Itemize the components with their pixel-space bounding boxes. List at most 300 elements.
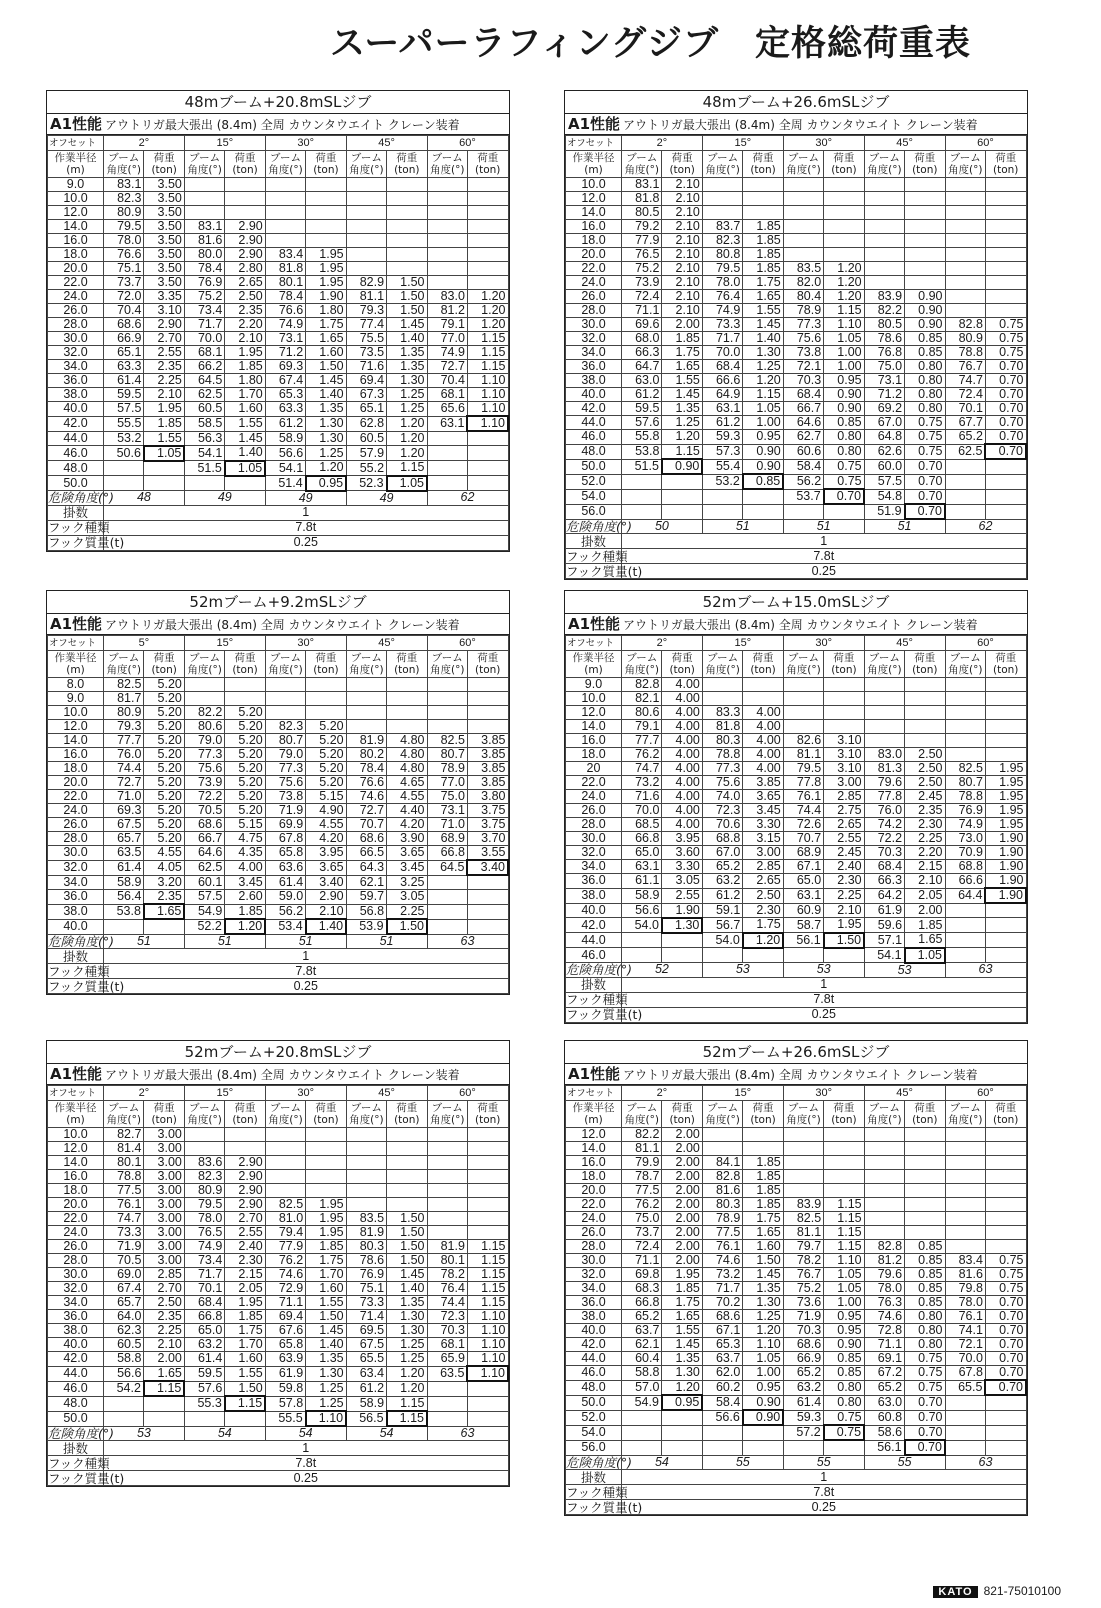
load-cell bbox=[985, 192, 1026, 206]
offset-row bbox=[566, 136, 1027, 151]
load-cell: 0.75 bbox=[905, 1366, 945, 1381]
boom-angle-cell: 65.0 bbox=[622, 846, 662, 860]
load-cell bbox=[306, 1128, 346, 1142]
radius-cell: 46.0 bbox=[566, 1366, 622, 1381]
boom-angle-cell: 78.0 bbox=[864, 1282, 904, 1296]
load-cell bbox=[985, 918, 1026, 933]
radius-cell: 52.0 bbox=[566, 474, 622, 489]
load-cell bbox=[905, 1156, 945, 1170]
radius-cell: 16.0 bbox=[48, 748, 104, 762]
load-cell: 1.75 bbox=[743, 1212, 783, 1226]
load-cell: 3.25 bbox=[387, 875, 427, 890]
load-cell: 1.55 bbox=[225, 1366, 265, 1381]
boom-angle-cell: 73.7 bbox=[104, 276, 144, 290]
boom-angle-cell: 70.5 bbox=[104, 1254, 144, 1268]
load-cell: 0.80 bbox=[824, 430, 864, 445]
boom-angle-cell: 66.3 bbox=[864, 874, 904, 889]
table-row bbox=[48, 276, 509, 290]
falls-row bbox=[48, 1441, 509, 1456]
table-row bbox=[48, 1366, 509, 1381]
load-cell: 2.30 bbox=[824, 874, 864, 889]
boom-angle-cell: 83.7 bbox=[702, 220, 742, 234]
load-cell: 4.75 bbox=[225, 832, 265, 846]
boom-angle-cell: 65.8 bbox=[265, 846, 305, 861]
boom-angle-cell: 82.5 bbox=[265, 1198, 305, 1212]
radius-cell: 12.0 bbox=[566, 706, 622, 720]
boom-angle-cell: 58.9 bbox=[622, 888, 662, 903]
load-cell: 1.95 bbox=[985, 804, 1026, 818]
table-row bbox=[48, 374, 509, 388]
table-row bbox=[566, 804, 1027, 818]
boom-angle-cell: 83.4 bbox=[945, 1254, 985, 1268]
table-row bbox=[566, 304, 1027, 318]
boom-angle-cell: 74.6 bbox=[265, 1268, 305, 1282]
load-cell bbox=[824, 504, 864, 519]
boom-angle-cell: 59.6 bbox=[864, 918, 904, 933]
boom-angle-cell: 75.0 bbox=[864, 360, 904, 374]
load-cell bbox=[905, 734, 945, 748]
load-cell: 2.35 bbox=[144, 890, 184, 905]
load-cell: 0.75 bbox=[985, 1254, 1026, 1268]
boom-angle-cell: 65.0 bbox=[783, 874, 823, 889]
radius-cell: 18.0 bbox=[566, 234, 622, 248]
boom-angle-cell: 64.2 bbox=[864, 888, 904, 903]
table-row bbox=[566, 1254, 1027, 1268]
load-cell: 1.95 bbox=[985, 818, 1026, 832]
load-cell: 1.70 bbox=[225, 1338, 265, 1352]
boom-angle-cell bbox=[265, 1170, 305, 1184]
load-cell: 0.80 bbox=[824, 1380, 864, 1395]
radius-cell: 30.0 bbox=[566, 318, 622, 332]
load-header: 荷重(ton) bbox=[824, 1101, 864, 1128]
boom-angle-cell: 76.0 bbox=[104, 748, 144, 762]
load-cell: 2.25 bbox=[144, 1324, 184, 1338]
boom-angle-cell: 66.8 bbox=[622, 832, 662, 846]
load-cell: 4.55 bbox=[306, 818, 346, 832]
load-cell: 2.10 bbox=[306, 904, 346, 919]
load-cell bbox=[225, 692, 265, 706]
boom-angle-cell: 80.9 bbox=[945, 332, 985, 346]
chart-subtitle bbox=[47, 1064, 509, 1085]
boom-angle-cell: 80.5 bbox=[622, 206, 662, 220]
load-cell: 2.30 bbox=[225, 1254, 265, 1268]
radius-cell: 20.0 bbox=[48, 1198, 104, 1212]
radius-cell: 50.0 bbox=[566, 1395, 622, 1410]
load-cell: 3.85 bbox=[467, 734, 508, 748]
boom-angle-cell bbox=[702, 1142, 742, 1156]
boom-angle-cell: 64.6 bbox=[184, 846, 224, 861]
load-cell: 3.05 bbox=[662, 874, 702, 889]
boom-angle-header: ブーム角度(°) bbox=[184, 1101, 224, 1128]
load-cell: 5.20 bbox=[144, 790, 184, 804]
boom-angle-cell: 59.3 bbox=[783, 1410, 823, 1425]
boom-angle-cell: 83.1 bbox=[104, 178, 144, 192]
load-cell: 1.45 bbox=[387, 318, 427, 332]
load-cell bbox=[225, 192, 265, 206]
load-cell: 0.70 bbox=[985, 1324, 1026, 1338]
boom-angle-cell bbox=[427, 1396, 467, 1411]
load-cell bbox=[985, 1128, 1026, 1142]
boom-angle-cell: 60.5 bbox=[184, 402, 224, 417]
boom-angle-cell: 71.6 bbox=[346, 360, 386, 374]
boom-angle-cell: 67.5 bbox=[104, 818, 144, 832]
boom-angle-cell: 82.8 bbox=[702, 1170, 742, 1184]
load-cell: 1.85 bbox=[743, 1198, 783, 1212]
boom-angle-cell: 57.3 bbox=[702, 444, 742, 459]
danger-angle-row bbox=[48, 934, 509, 949]
falls-label: 掛数 bbox=[48, 505, 104, 520]
load-cell: 0.95 bbox=[824, 1324, 864, 1338]
load-cell: 1.10 bbox=[306, 1411, 346, 1426]
load-cell: 2.10 bbox=[144, 1338, 184, 1352]
boom-angle-cell: 61.4 bbox=[104, 860, 144, 875]
load-cell: 1.10 bbox=[467, 374, 508, 388]
boom-angle-cell bbox=[427, 446, 467, 461]
radius-cell: 46.0 bbox=[48, 1381, 104, 1396]
load-cell: 1.10 bbox=[467, 402, 508, 417]
boom-angle-cell bbox=[945, 706, 985, 720]
load-cell: 1.35 bbox=[306, 402, 346, 417]
boom-angle-cell: 67.2 bbox=[864, 1366, 904, 1381]
load-cell bbox=[225, 678, 265, 692]
boom-angle-cell: 59.0 bbox=[265, 890, 305, 905]
boom-angle-cell: 71.7 bbox=[702, 1282, 742, 1296]
boom-angle-cell bbox=[427, 692, 467, 706]
boom-angle-cell: 76.7 bbox=[945, 360, 985, 374]
boom-angle-cell: 73.4 bbox=[184, 1254, 224, 1268]
load-cell: 2.10 bbox=[225, 332, 265, 346]
radius-cell: 26.0 bbox=[566, 1226, 622, 1240]
load-cell: 0.70 bbox=[905, 489, 945, 504]
load-cell bbox=[985, 933, 1026, 948]
boom-angle-cell bbox=[184, 1411, 224, 1426]
boom-angle-cell bbox=[783, 706, 823, 720]
boom-angle-cell: 70.0 bbox=[702, 346, 742, 360]
load-cell: 1.50 bbox=[306, 360, 346, 374]
radius-cell: 40.0 bbox=[566, 1324, 622, 1338]
offset-header: 30° bbox=[265, 636, 346, 651]
load-cell bbox=[985, 474, 1026, 489]
load-cell: 2.55 bbox=[824, 832, 864, 846]
load-cell: 3.00 bbox=[144, 1170, 184, 1184]
hook-type-row bbox=[48, 1456, 509, 1471]
boom-angle-cell: 79.9 bbox=[622, 1156, 662, 1170]
load-chart-52m-boom-20-8m-jib bbox=[46, 1040, 510, 1487]
load-cell bbox=[985, 262, 1026, 276]
load-cell: 1.60 bbox=[225, 1352, 265, 1367]
danger-angle-cell: 54 bbox=[184, 1426, 265, 1441]
boom-angle-cell: 65.5 bbox=[945, 1380, 985, 1395]
load-header: 荷重(ton) bbox=[467, 651, 508, 678]
table-row bbox=[566, 388, 1027, 402]
danger-angle-cell: 48 bbox=[104, 491, 185, 506]
table-row bbox=[566, 220, 1027, 234]
load-cell bbox=[905, 262, 945, 276]
boom-angle-cell bbox=[783, 234, 823, 248]
load-cell: 5.20 bbox=[225, 734, 265, 748]
load-cell: 1.15 bbox=[467, 332, 508, 346]
load-cell bbox=[144, 1396, 184, 1411]
load-cell: 0.70 bbox=[985, 430, 1026, 445]
table-row bbox=[566, 1240, 1027, 1254]
boom-angle-cell: 79.5 bbox=[184, 1198, 224, 1212]
load-cell bbox=[225, 1142, 265, 1156]
boom-angle-cell: 73.7 bbox=[622, 1226, 662, 1240]
boom-angle-cell: 66.9 bbox=[783, 1352, 823, 1366]
boom-angle-cell: 71.0 bbox=[427, 818, 467, 832]
load-cell: 1.30 bbox=[387, 374, 427, 388]
falls-row bbox=[48, 949, 509, 964]
load-cell bbox=[467, 890, 508, 905]
load-cell: 2.00 bbox=[662, 1198, 702, 1212]
load-cell: 5.20 bbox=[306, 748, 346, 762]
boom-angle-cell: 63.3 bbox=[104, 360, 144, 374]
hook-mass-row bbox=[566, 1007, 1027, 1022]
boom-angle-cell bbox=[783, 1128, 823, 1142]
boom-angle-cell: 72.0 bbox=[104, 290, 144, 304]
load-cell: 1.30 bbox=[743, 1296, 783, 1310]
boom-angle-cell bbox=[346, 706, 386, 720]
load-cell: 0.80 bbox=[905, 388, 945, 402]
load-cell: 2.70 bbox=[225, 1212, 265, 1226]
table-row bbox=[48, 332, 509, 346]
load-cell: 5.20 bbox=[144, 804, 184, 818]
boom-angle-cell bbox=[783, 678, 823, 692]
load-cell: 2.10 bbox=[662, 304, 702, 318]
load-cell: 0.75 bbox=[905, 444, 945, 459]
table-row bbox=[48, 318, 509, 332]
falls-row bbox=[48, 505, 509, 520]
load-cell: 1.85 bbox=[743, 1184, 783, 1198]
load-cell: 1.65 bbox=[662, 1310, 702, 1324]
load-header: 荷重(ton) bbox=[225, 651, 265, 678]
table-row bbox=[48, 248, 509, 262]
load-cell: 1.30 bbox=[306, 431, 346, 446]
load-cell: 0.70 bbox=[985, 1366, 1026, 1381]
table-row bbox=[566, 1310, 1027, 1324]
load-cell: 3.10 bbox=[144, 304, 184, 318]
boom-angle-cell: 73.6 bbox=[783, 1296, 823, 1310]
table-row bbox=[566, 1268, 1027, 1282]
table-row bbox=[48, 1254, 509, 1268]
danger-angle-cell: 51 bbox=[104, 934, 185, 949]
boom-angle-cell: 68.4 bbox=[184, 1296, 224, 1310]
offset-header: 30° bbox=[783, 636, 864, 651]
boom-angle-cell: 83.9 bbox=[864, 290, 904, 304]
load-cell: 2.50 bbox=[225, 290, 265, 304]
boom-angle-cell: 73.2 bbox=[702, 1268, 742, 1282]
load-cell: 2.90 bbox=[144, 318, 184, 332]
boom-angle-cell: 50.6 bbox=[104, 446, 144, 461]
load-cell: 0.70 bbox=[905, 1410, 945, 1425]
radius-cell: 46.0 bbox=[48, 446, 104, 461]
radius-cell: 10.0 bbox=[566, 692, 622, 706]
load-cell bbox=[824, 720, 864, 734]
table-row bbox=[566, 262, 1027, 276]
load-cell: 1.15 bbox=[467, 1268, 508, 1282]
boom-angle-cell: 78.0 bbox=[104, 234, 144, 248]
boom-angle-cell bbox=[864, 234, 904, 248]
load-cell: 1.95 bbox=[225, 346, 265, 360]
boom-angle-cell: 83.1 bbox=[184, 220, 224, 234]
boom-angle-cell: 66.8 bbox=[184, 1310, 224, 1324]
boom-angle-cell bbox=[427, 875, 467, 890]
load-cell: 1.20 bbox=[387, 431, 427, 446]
boom-angle-cell: 72.1 bbox=[783, 360, 823, 374]
boom-angle-cell bbox=[427, 706, 467, 720]
boom-angle-cell: 82.2 bbox=[864, 304, 904, 318]
boom-angle-cell: 75.6 bbox=[265, 776, 305, 790]
boom-angle-cell bbox=[427, 890, 467, 905]
load-cell: 0.95 bbox=[662, 1395, 702, 1410]
boom-angle-cell: 56.6 bbox=[265, 446, 305, 461]
boom-angle-cell: 57.1 bbox=[864, 933, 904, 948]
table-row bbox=[566, 948, 1027, 963]
boom-angle-cell: 70.0 bbox=[945, 1352, 985, 1366]
boom-angle-header: ブーム角度(°) bbox=[104, 651, 144, 678]
load-cell bbox=[467, 1170, 508, 1184]
boom-angle-cell bbox=[427, 220, 467, 234]
boom-angle-cell: 68.4 bbox=[783, 388, 823, 402]
boom-angle-cell: 76.1 bbox=[104, 1198, 144, 1212]
falls-value: 1 bbox=[622, 977, 1027, 992]
danger-angle-cell: 51 bbox=[864, 519, 945, 534]
table-row bbox=[566, 234, 1027, 248]
load-cell: 0.70 bbox=[985, 444, 1026, 459]
load-cell: 1.80 bbox=[306, 304, 346, 318]
load-cell: 0.90 bbox=[824, 402, 864, 416]
load-cell: 3.10 bbox=[824, 762, 864, 776]
boom-angle-cell bbox=[945, 474, 985, 489]
radius-cell: 20.0 bbox=[566, 248, 622, 262]
boom-angle-cell bbox=[702, 178, 742, 192]
offset-header: 2° bbox=[104, 1086, 185, 1101]
load-header: 荷重(ton) bbox=[743, 1101, 783, 1128]
danger-angle-label: 危険角度(°) bbox=[48, 1425, 115, 1441]
load-cell: 4.00 bbox=[662, 776, 702, 790]
boom-angle-cell: 65.7 bbox=[104, 1296, 144, 1310]
chart-subtitle bbox=[565, 114, 1027, 135]
boom-angle-cell: 73.0 bbox=[945, 832, 985, 846]
boom-angle-header: ブーム角度(°) bbox=[184, 151, 224, 178]
boom-angle-cell: 62.3 bbox=[104, 1324, 144, 1338]
load-cell bbox=[225, 178, 265, 192]
load-cell: 4.00 bbox=[662, 734, 702, 748]
radius-cell: 9.0 bbox=[48, 178, 104, 192]
load-table bbox=[47, 135, 509, 551]
load-cell bbox=[144, 461, 184, 476]
boom-angle-cell bbox=[427, 178, 467, 192]
load-cell: 2.90 bbox=[225, 234, 265, 248]
table-row bbox=[566, 1380, 1027, 1395]
load-cell: 2.80 bbox=[225, 262, 265, 276]
load-cell: 1.15 bbox=[225, 1396, 265, 1411]
load-cell: 1.55 bbox=[306, 1296, 346, 1310]
load-cell: 2.00 bbox=[905, 903, 945, 918]
chart-title: 48mブーム+26.6mSLジブ bbox=[565, 91, 1027, 114]
load-cell: 1.95 bbox=[306, 1198, 346, 1212]
radius-cell: 18.0 bbox=[566, 1170, 622, 1184]
boom-angle-cell: 82.3 bbox=[702, 234, 742, 248]
table-row bbox=[566, 192, 1027, 206]
load-cell bbox=[387, 220, 427, 234]
load-cell: 1.20 bbox=[225, 919, 265, 934]
table-row bbox=[566, 206, 1027, 220]
danger-angle-cell: 53 bbox=[104, 1426, 185, 1441]
load-cell: 0.75 bbox=[985, 332, 1026, 346]
load-cell bbox=[824, 1142, 864, 1156]
boom-angle-cell: 72.3 bbox=[702, 804, 742, 818]
boom-angle-cell: 72.7 bbox=[427, 360, 467, 374]
load-cell bbox=[467, 476, 508, 491]
boom-angle-cell: 78.0 bbox=[945, 1296, 985, 1310]
load-cell: 1.90 bbox=[985, 860, 1026, 874]
boom-angle-cell bbox=[945, 262, 985, 276]
danger-angle-cell: 53 bbox=[783, 963, 864, 978]
boom-angle-cell bbox=[184, 1128, 224, 1142]
load-cell: 1.45 bbox=[743, 1268, 783, 1282]
load-cell: 3.00 bbox=[144, 1198, 184, 1212]
load-cell: 1.35 bbox=[387, 360, 427, 374]
boom-angle-cell: 78.6 bbox=[346, 1254, 386, 1268]
table-row bbox=[48, 1396, 509, 1411]
boom-angle-cell bbox=[265, 706, 305, 720]
load-cell: 2.90 bbox=[225, 1170, 265, 1184]
falls-value: 1 bbox=[104, 1441, 509, 1456]
load-header: 荷重(ton) bbox=[985, 1101, 1026, 1128]
load-cell: 3.10 bbox=[824, 734, 864, 748]
boom-angle-cell bbox=[427, 192, 467, 206]
load-cell bbox=[467, 706, 508, 720]
load-cell: 1.55 bbox=[743, 304, 783, 318]
load-cell: 1.20 bbox=[662, 1380, 702, 1395]
load-cell bbox=[306, 220, 346, 234]
load-cell: 2.00 bbox=[662, 1184, 702, 1198]
table-row bbox=[48, 804, 509, 818]
radius-cell: 24.0 bbox=[48, 290, 104, 304]
radius-cell: 28.0 bbox=[48, 318, 104, 332]
radius-cell: 50.0 bbox=[48, 1411, 104, 1426]
boom-angle-cell bbox=[702, 504, 742, 519]
table-row bbox=[566, 276, 1027, 290]
load-table bbox=[565, 635, 1027, 1023]
radius-cell: 46.0 bbox=[566, 948, 622, 963]
load-cell: 1.60 bbox=[743, 1240, 783, 1254]
load-cell: 1.20 bbox=[467, 318, 508, 332]
boom-angle-cell: 65.2 bbox=[783, 1366, 823, 1381]
radius-cell: 24.0 bbox=[48, 804, 104, 818]
boom-angle-cell: 58.7 bbox=[783, 918, 823, 933]
load-cell bbox=[225, 206, 265, 220]
load-cell: 1.15 bbox=[387, 1411, 427, 1426]
radius-cell: 40.0 bbox=[48, 1338, 104, 1352]
table-row bbox=[48, 1184, 509, 1198]
boom-angle-cell: 70.0 bbox=[184, 332, 224, 346]
radius-cell: 10.0 bbox=[48, 192, 104, 206]
load-cell: 1.40 bbox=[306, 1338, 346, 1352]
boom-angle-cell bbox=[184, 678, 224, 692]
load-chart-48m-boom-20-8m-jib bbox=[46, 90, 510, 552]
load-cell bbox=[387, 1198, 427, 1212]
radius-cell: 34.0 bbox=[566, 860, 622, 874]
load-cell: 2.25 bbox=[824, 888, 864, 903]
table-row bbox=[48, 818, 509, 832]
load-cell bbox=[467, 1198, 508, 1212]
load-cell bbox=[662, 1410, 702, 1425]
boom-angle-cell: 59.5 bbox=[184, 1366, 224, 1381]
boom-angle-cell: 76.9 bbox=[184, 276, 224, 290]
boom-angle-cell bbox=[945, 1170, 985, 1184]
